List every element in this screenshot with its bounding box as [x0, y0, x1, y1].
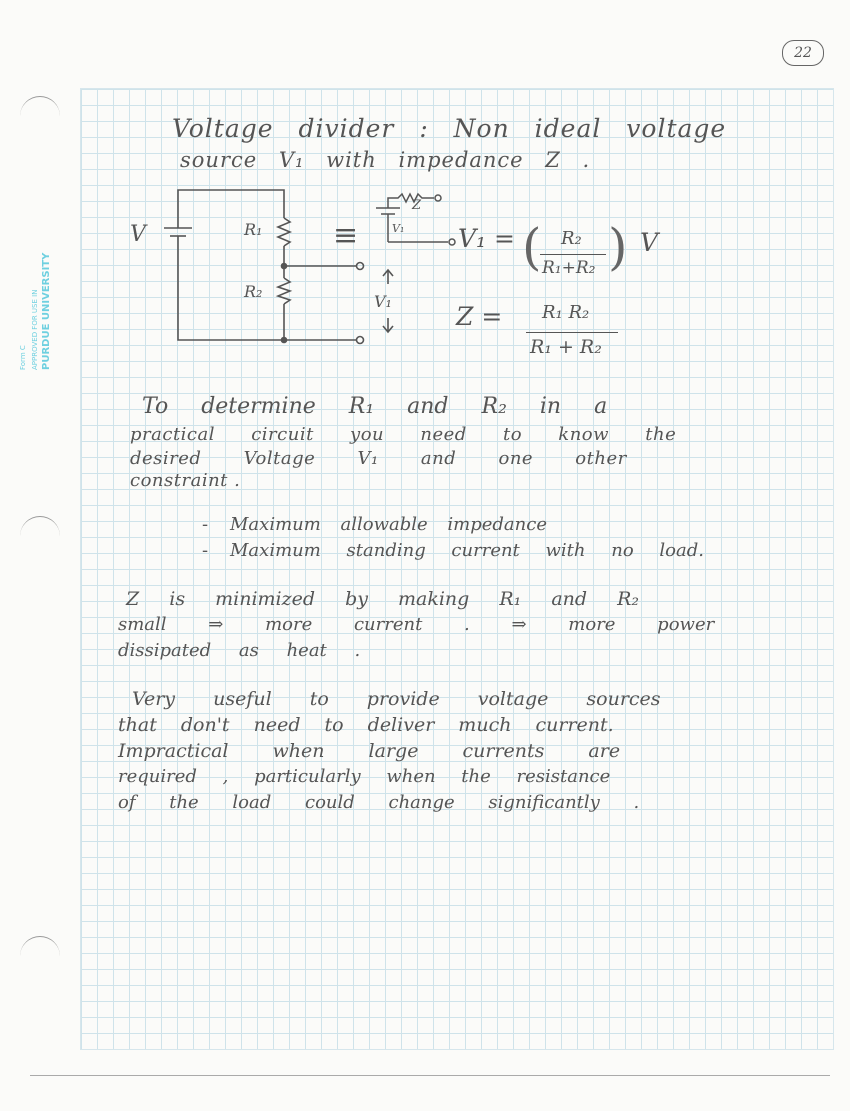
r1-label: R₁: [244, 220, 263, 239]
thevenin-equivalent-circuit: [368, 186, 468, 250]
v1-open-paren: (: [522, 218, 542, 276]
equivalence-symbol: ≡: [333, 218, 359, 253]
paragraph-1-line-1: To determine R₁ and R₂ in a: [142, 394, 608, 419]
bullet-1-marker: -: [202, 514, 209, 535]
page-number: 22: [782, 40, 824, 66]
page-edge: [30, 1075, 830, 1076]
paragraph-1-line-4: constraint .: [130, 470, 241, 491]
stamp-line-2: APPROVED FOR USE IN: [31, 289, 39, 370]
v1-denominator: R₁+R₂: [542, 258, 596, 278]
thevenin-z-label: Z: [412, 198, 422, 213]
v1-equation-lhs: V₁ =: [458, 224, 515, 253]
v1-fraction-bar: [540, 254, 606, 255]
stamp-line-1: Form C: [19, 345, 27, 370]
paragraph-1-line-3: desired Voltage V₁ and one other: [130, 448, 627, 469]
paragraph-3-line-3: Impractical when large currents are: [118, 740, 621, 762]
v1-equation-rhs: V: [640, 228, 659, 257]
thevenin-v-label: V₁: [392, 222, 405, 235]
z-equation-lhs: Z =: [456, 302, 503, 331]
stamp-line-3: PURDUE UNIVERSITY: [41, 252, 52, 370]
punch-hole-mark: [20, 516, 60, 537]
bullet-2-text: Maximum standing current with no load.: [230, 540, 704, 561]
z-fraction-bar: [526, 332, 618, 333]
paragraph-3-line-2: that don't need to deliver much current.: [118, 714, 614, 736]
paragraph-1-line-2: practical circuit you need to know the: [130, 424, 677, 445]
paragraph-2-line-2: small ⇒ more current . ⇒ more power: [118, 614, 715, 635]
paragraph-2-line-1: Z is minimized by making R₁ and R₂: [126, 588, 640, 610]
v1-numerator: R₂: [561, 228, 582, 249]
punch-hole-mark: [20, 96, 60, 117]
v1-close-paren: ): [608, 218, 628, 276]
bullet-2-marker: -: [202, 540, 209, 561]
paragraph-2-line-3: dissipated as heat .: [118, 640, 361, 661]
title-line-1: Voltage divider : Non ideal voltage: [172, 114, 727, 143]
approval-stamp: [12, 230, 92, 370]
output-voltage-label: V₁: [374, 292, 392, 311]
r2-label: R₂: [244, 282, 263, 301]
z-denominator: R₁ + R₂: [530, 336, 602, 358]
source-voltage-label: V: [130, 222, 146, 247]
paragraph-3-line-5: of the load could change significantly .: [118, 792, 640, 813]
bullet-1-text: Maximum allowable impedance: [230, 514, 547, 535]
punch-hole-mark: [20, 936, 60, 957]
paragraph-3-line-1: Very useful to provide voltage sources: [132, 688, 661, 710]
title-line-2: source V₁ with impedance Z .: [180, 148, 591, 172]
paragraph-3-line-4: required , particularly when the resistance: [118, 766, 611, 787]
z-numerator: R₁ R₂: [542, 302, 590, 323]
